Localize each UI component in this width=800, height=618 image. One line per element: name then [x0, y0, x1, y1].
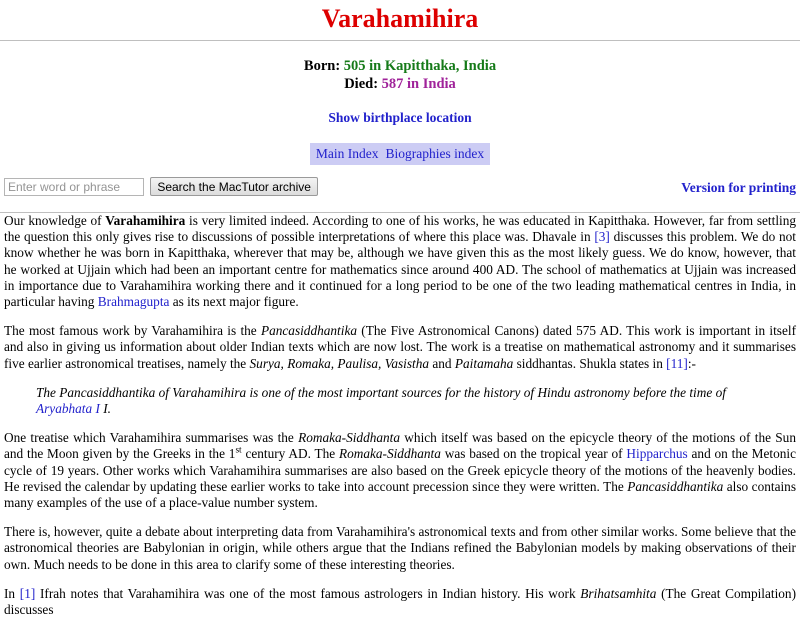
p5-text-b: Ifrah notes that Varahamihira was one of the most famous astrologers in Indian history. His work [35, 585, 581, 601]
p1-text-a: Our knowledge of [4, 213, 106, 228]
died-line [0, 75, 800, 93]
born-label: Born: [303, 58, 341, 74]
p2-text-e: :- [687, 355, 696, 371]
paragraph-4 [4, 524, 796, 573]
spacer [0, 93, 800, 109]
reference-link-11[interactable]: [11] [666, 355, 688, 371]
article-body [0, 213, 800, 618]
aryabhata-i-link[interactable]: Aryabhata I [36, 401, 100, 417]
p3-text-e: and on the Metonic cycle of 19 years. Other works which Varahamihira summarises are also based on the Greek epicycle theory of the motions of the heavenly bodies. He revised the calendar by updating these earlier works to take into account precession since they were written. The [4, 446, 796, 494]
paragraph-2 [4, 323, 796, 372]
died-label: Died: [344, 76, 379, 92]
search-row [0, 177, 800, 201]
p3-text-c: century AD. The [241, 446, 339, 462]
p3-text-f: also contains many examples of the use of a place-value number system. [4, 478, 796, 511]
page-title: Varahamihira [321, 4, 479, 33]
lifespan-block [0, 57, 800, 93]
spacer [0, 165, 800, 177]
p2-text-d: siddhantas. Shukla states in [513, 355, 667, 371]
p1-text-b: is very limited indeed. According to one of his works, he was educated in Kapitthaka. However, far from settling the question this only gives rise to discussions of possible interpretations of where this place was. Dhavale in [4, 213, 797, 245]
show-birthplace-location-link[interactable]: Show birthplace location [328, 110, 472, 125]
p3-ordinal-suffix: st [235, 446, 242, 457]
index-links-row [0, 143, 800, 165]
brahmagupta-link[interactable]: Brahmagupta [97, 294, 170, 310]
spacer [0, 126, 800, 143]
p1-text-d: as its next major figure. [169, 294, 299, 310]
hipparchus-link[interactable]: Hipparchus [626, 446, 688, 462]
main-index-link[interactable]: Main Index [315, 146, 379, 161]
quote-text-b: I. [99, 401, 111, 417]
p2-text-b: (The Five Astronomical Canons) dated 575 AD. This work is important in itself and also in giving us information about older Indian texts which are now lost. The work is a treatise on mathematical astronomy and it summarises five earlier astronomical treatises, namely the [4, 323, 796, 371]
paragraph-3 [4, 430, 796, 511]
index-links-box [310, 143, 490, 165]
spacer [0, 201, 800, 212]
paragraph-1 [4, 213, 796, 310]
search-button[interactable]: Search the MacTutor archive [150, 177, 318, 196]
p3-work-romaka-2: Romaka-Siddhanta [338, 446, 441, 462]
p2-text-a: The most famous work by Varahamihira is the [4, 323, 261, 339]
p1-text-c: discusses this problem. We do not know whether he was born in Kapitthaka, wherever that may be, although we have given this as the most likely guess. We do know, however, that he worked at Ujjain which had been an important centre for mathematics since around 400 AD. The school of mathematics at Ujjain was increased in importance due to Varahamihira working there and it continued for a long period to be one of the two leading mathematical centres in India, in particular having [4, 229, 796, 310]
died-value: 587 in India [381, 76, 456, 92]
p4-text: There is, however, quite a debate about interpreting data from Varahamihira's astronomical texts and from other similar works. Some believe that the astronomical theories are Babylonian in origin, while others argue that the Indians refined the Babylonian models by making observations of their own. Much needs to be done in this area to clarify some of these interesting theories. [4, 524, 796, 572]
version-for-printing-link[interactable]: Version for printing [681, 180, 796, 195]
p2-treatise-list-1: Surya, Romaka, Paulisa, Vasistha [249, 355, 430, 371]
p3-work-romaka-1: Romaka-Siddhanta [298, 430, 401, 446]
p3-work-pancasiddhantika: Pancasiddhantika [627, 478, 724, 494]
blockquote-shukla [4, 385, 796, 417]
born-value: 505 in Kapitthaka, India [343, 58, 497, 74]
p5-text-c: (The Great Compilation) discusses [4, 585, 797, 618]
p3-text-a: One treatise which Varahamihira summarises was the [4, 430, 299, 446]
biographies-index-link[interactable]: Biographies index [385, 146, 485, 161]
p5-text-a: In [4, 585, 20, 601]
p3-text-d: was based on the tropical year of [440, 446, 627, 462]
p2-treatise-list-2: Paitamaha [454, 355, 514, 371]
quote-text-a: The Pancasiddhantika of Varahamihira is one of the most important sources for the history of Hindu astronomy before the time of [36, 384, 726, 400]
born-line [0, 57, 800, 75]
p2-work-pancasiddhantika: Pancasiddhantika [260, 323, 357, 339]
search-input[interactable] [4, 178, 144, 196]
reference-link-1[interactable]: [1] [19, 585, 36, 601]
p5-work-brihatsamhita: Brihatsamhita [580, 585, 657, 601]
paragraph-5 [4, 586, 796, 618]
birthplace-row [0, 109, 800, 126]
p2-text-c: and [429, 355, 455, 371]
p1-subject-name: Varahamihira [105, 213, 186, 228]
reference-link-3[interactable]: [3] [594, 229, 610, 245]
page-root [0, 4, 800, 618]
spacer [0, 41, 800, 57]
p3-text-b: which itself was based on the epicycle theory of the motions of the Sun and the Moon given by the Greeks in the 1 [4, 430, 796, 462]
